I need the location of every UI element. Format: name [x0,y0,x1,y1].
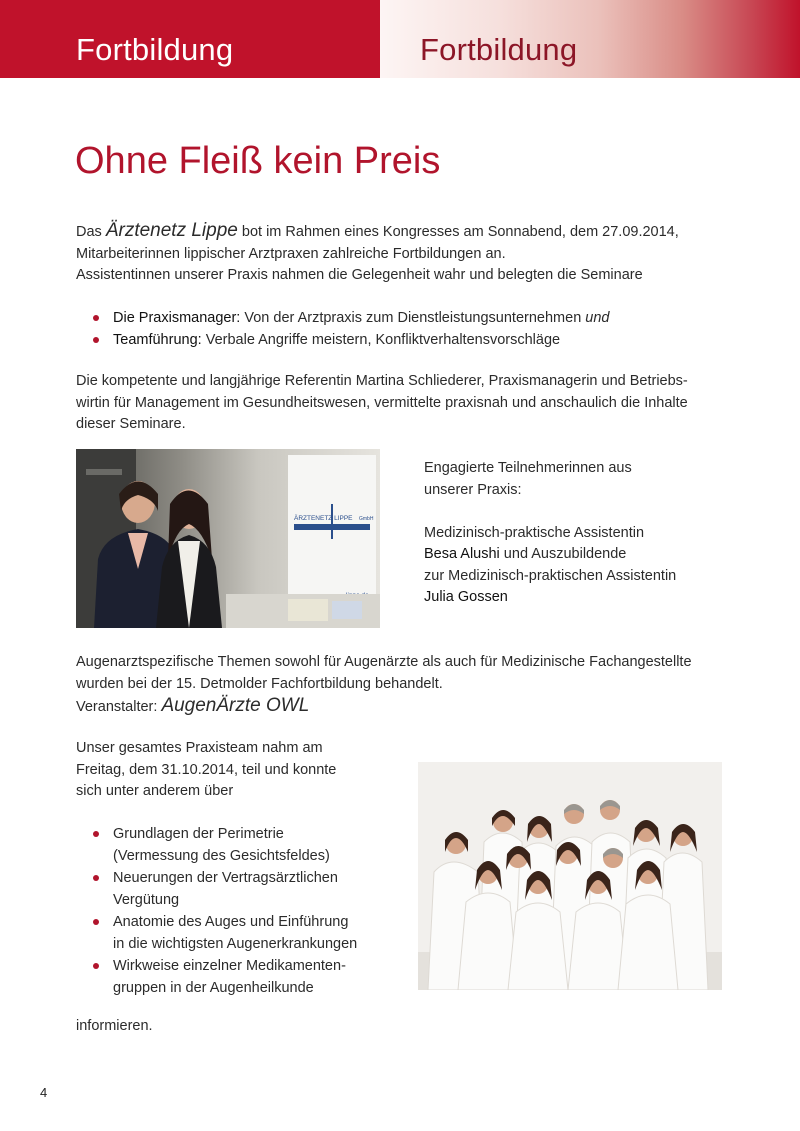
participants-line [424,544,676,566]
participant-name: Besa Alushi [424,546,500,562]
participants-text: und Auszubildende [499,546,627,562]
photo-participants-image [76,449,380,628]
seminar-desc: Von der Arztpraxis zum Dienstleistungsunternehmen [240,310,586,326]
seminar-name: Die Praxismanager: [113,310,241,326]
participants-line: zur Medizinisch-praktischen Assistentin [424,567,677,584]
topic-line: (Vermessung des Gesichtsfeldes) [113,848,330,864]
participants-line: Medizinisch-praktische Assistentin [424,524,645,541]
participants-line [424,587,676,609]
seminar-suffix: und [585,310,610,326]
topic-line: gruppen in der Augenheilkunde [113,980,314,996]
referent-paragraph [76,371,688,436]
page-number: 4 [40,1085,48,1100]
organizer-line [76,695,692,719]
seminar-list [91,307,610,351]
list-item [91,307,610,329]
seminar-desc: Verbale Angriffe meistern, Konfliktverhaltensvorschläge [201,332,561,348]
brand-aerztenetz: Ärztenetz Lippe [105,220,238,241]
photo-participants [76,449,380,628]
intro-paragraph [76,220,679,287]
topic-line: Neuerungen der Vertragsärztlichen [113,870,338,886]
list-item [91,867,357,911]
organizer-label: Veranstalter: [76,699,162,715]
list-item [91,329,610,351]
participants-line: unserer Praxis: [424,481,522,498]
participants-block [424,458,676,609]
topic-line: in die wichtigsten Augenerkrankungen [113,936,358,952]
topic-line: Vergütung [113,892,180,908]
banner-text: ÄRZTENETZ LIPPE [294,515,353,522]
team-line: sich unter anderem über [76,783,234,799]
topic-line: Grundlagen der Perimetrie [113,826,284,842]
seminar-name: Teamführung: [113,332,202,348]
page-title: Ohne Fleiß kein Preis [75,140,441,182]
organizer-name: AugenÄrzte OWL [161,695,310,716]
intro-text: bot im Rahmen eines Kongresses am Sonnabend, dem 27.09.2014, [237,224,679,240]
intro-text: Das [76,224,106,240]
topic-line: Anatomie des Auges und Einführung [113,914,349,930]
participant-name: Julia Gossen [424,589,508,605]
header-banner [0,0,800,78]
photo-team [418,762,722,990]
team-intro [76,738,336,803]
topic-list [91,823,357,999]
list-item [91,911,357,955]
team-line: Freitag, dem 31.10.2014, teil und konnte [76,761,337,778]
closing-text [76,1016,153,1038]
referent-line: Die kompetente und langjährige Referentin Martina Schliederer, Praxismanagerin und Betriebs- [76,373,688,389]
intro-line-3: Assistentinnen unserer Praxis nahmen die Gelegenheit wahr und belegten die Seminare [76,267,643,283]
referent-line: wirtin für Management im Gesundheitswesen, vermittelte praxisnah und anschaulich die Inhalte [76,394,688,411]
participants-line: Engagierte Teilnehmerinnen aus [424,460,632,476]
list-item [91,823,357,867]
header-title-left: Fortbildung [76,32,234,67]
list-item [91,955,357,999]
closing-line: informieren. [76,1018,153,1034]
intro-line-2: Mitarbeiterinnen lippischer Arztpraxen zahlreiche Fortbildungen an. [76,245,506,262]
augen-line: wurden bei der 15. Detmolder Fachfortbildung behandelt. [76,675,443,692]
participants-spacer [424,501,676,523]
banner-sub: GmbH [359,516,374,522]
topic-line: Wirkweise einzelner Medikamenten- [113,958,346,974]
intro-line-1 [76,220,679,244]
augen-paragraph [76,652,692,719]
team-line: Unser gesamtes Praxisteam nahm am [76,740,323,756]
photo-team-image [418,762,722,990]
referent-line: dieser Seminare. [76,416,186,432]
header-title-right: Fortbildung [420,32,578,67]
augen-line: Augenarztspezifische Themen sowohl für Augenärzte als auch für Medizinische Fachangestellte [76,654,692,670]
